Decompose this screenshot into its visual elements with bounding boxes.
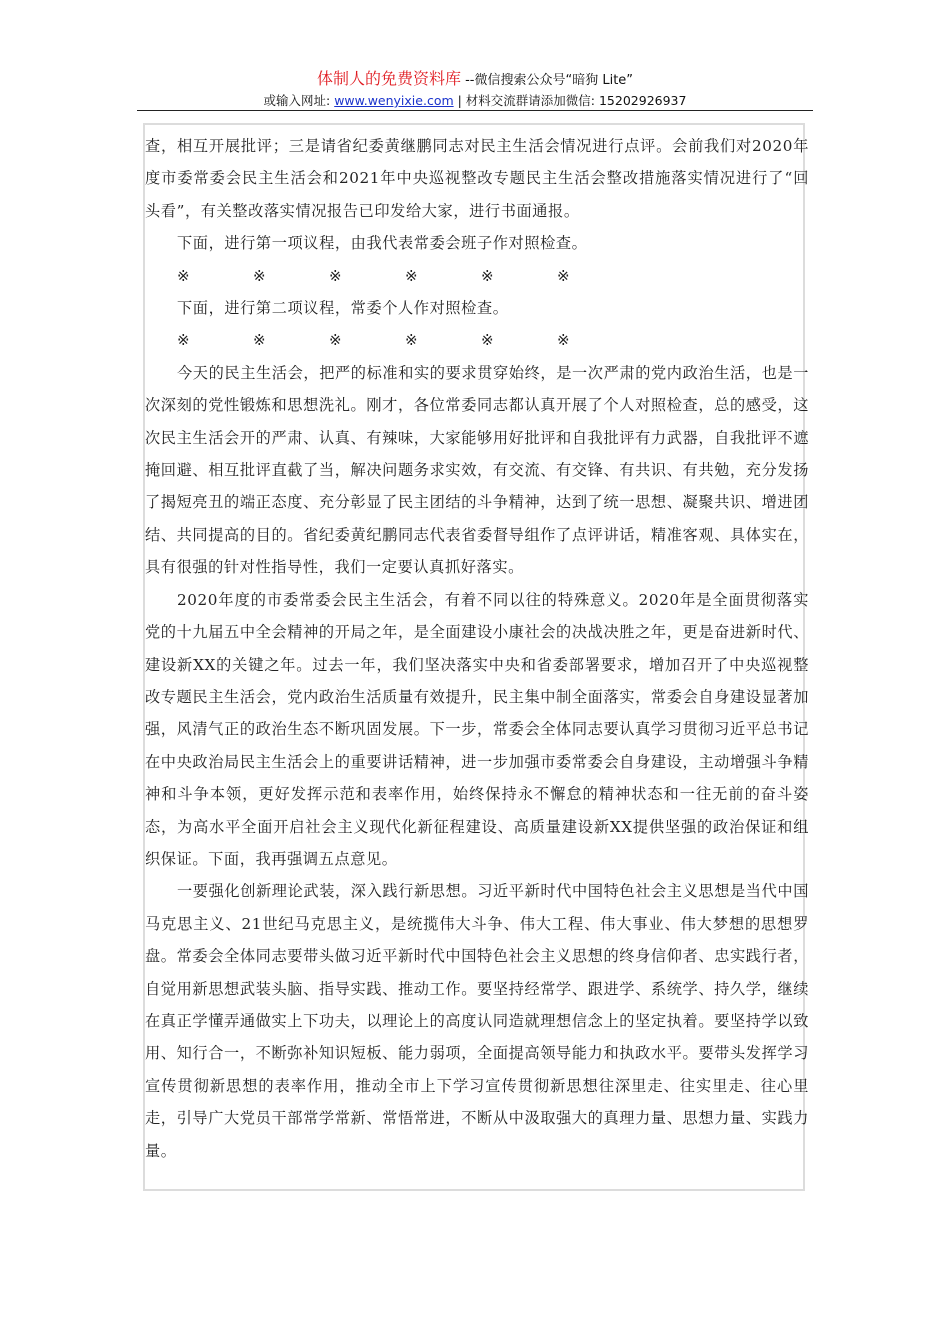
separator-symbol: ※: [405, 331, 419, 350]
paragraph-intro: 查，相互开展批评；三是请省纪委黄继鹏同志对民主生活会情况进行点评。会前我们对2020年度市委常委会民主生活会和2021年中央巡视整改专题民主生活会整改措施落实情况进行了“回头看”，有关整改落实情况报告已印发给大家，进行书面通报。: [145, 137, 809, 220]
paragraph-significance: 2020年度的市委常委会民主生活会，有着不同以往的特殊意义。2020年是全面贯彻落实党的十九届五中全会精神的开局之年，是全面建设小康社会的决战决胜之年，更是奋进新时代、建设新XX的关键之年。过去一年，我们坚决落实中央和省委部署要求，增加召开了中央巡视整改专题民主生活会，党内政治生活质量有效提升，民主集中制全面落实，常委会自身建设显著加强，风清气正的政治生态不断巩固发展。下一步，常委会全体同志要认真学习贯彻习近平总书记在中央政治局民主生活会上的重要讲话精神，进一步加强市委常委会自身建设，主动增强斗争精神和斗争本领，更好发挥示范和表率作用，始终保持永不懈怠的精神状态和一往无前的奋斗姿态，为高水平全面开启社会主义现代化新征程建设、高质量建设新XX提供坚强的政治保证和组织保证。下面，我再强调五点意见。: [145, 590, 809, 868]
separator-symbol: ※: [329, 266, 343, 285]
paragraph-summary: 今天的民主生活会，把严的标准和实的要求贯穿始终，是一次严肃的党内政治生活，也是一次深刻的党性锻炼和思想洗礼。刚才，各位常委同志都认真开展了个人对照检查，总的感受，这次民主生活会开的严肃、认真、有辣味，大家能够用好批评和自我批评有力武器，自我批评不遮掩回避、相互批评直截了当，解决问题务求实效，有交流、有交锋、有共识、有共勉，充分发扬了揭短亮丑的端正态度、充分彰显了民主团结的斗争精神，达到了统一思想、凝聚共识、增进团结、共同提高的目的。省纪委黄纪鹏同志代表省委督导组作了点评讲话，精准客观、具体实在，具有很强的针对性指导性，我们一定要认真抓好落实。: [145, 363, 809, 577]
separator-symbol: ※: [481, 266, 495, 285]
separator-row-2: [145, 324, 809, 356]
paragraph-agenda-2: 下面，进行第二项议程，常委个人作对照检查。: [177, 299, 509, 318]
header-contact-line: [137, 92, 813, 110]
separator-symbol: ※: [329, 331, 343, 350]
separator-row-1: [145, 260, 809, 292]
header-url-prefix: 或输入网址:: [263, 93, 335, 108]
separator-symbol: ※: [253, 331, 267, 350]
website-link[interactable]: www.wenyixie.com: [334, 93, 454, 108]
separator-symbol: ※: [557, 266, 571, 285]
header-tagline: --微信搜索公众号“暗狗 Lite”: [460, 73, 634, 88]
separator-symbol: ※: [177, 331, 191, 350]
separator-symbol: ※: [557, 331, 571, 350]
separator-symbol: ※: [253, 266, 267, 285]
header-divider: [137, 110, 813, 111]
separator-symbol: ※: [481, 331, 495, 350]
document-body: [145, 130, 809, 1167]
page-header: [137, 68, 813, 110]
header-brand: 体制人的免费资料库: [316, 69, 461, 88]
paragraph-point-1: 一要强化创新理论武装，深入践行新思想。习近平新时代中国特色社会主义思想是当代中国马克思主义、21世纪马克思主义，是统揽伟大斗争、伟大工程、伟大事业、伟大梦想的思想罗盘。常委会全体同志要带头做习近平新时代中国特色社会主义思想的终身信仰者、忠实践行者，自觉用新思想武装头脑、指导实践、推动工作。要坚持经常学、跟进学、系统学、持久学，继续在真正学懂弄通做实上下功夫，以理论上的高度认同造就理想信念上的坚定执着。要坚持学以致用、知行合一，不断弥补知识短板、能力弱项，全面提高领导能力和执政水平。要带头发挥学习宣传贯彻新思想的表率作用，推动全市上下学习宣传贯彻新思想往深里走、往实里走、往心里走，引导广大党员干部常学常新、常悟常进，不断从中汲取强大的真理力量、思想力量、实践力量。: [145, 882, 809, 1160]
header-title-line: [137, 68, 813, 92]
paragraph-agenda-1: 下面，进行第一项议程，由我代表常委会班子作对照检查。: [177, 234, 588, 253]
separator-symbol: ※: [405, 266, 419, 285]
header-contact: | 材料交流群请添加微信: 15202926937: [453, 93, 687, 108]
separator-symbol: ※: [177, 266, 191, 285]
